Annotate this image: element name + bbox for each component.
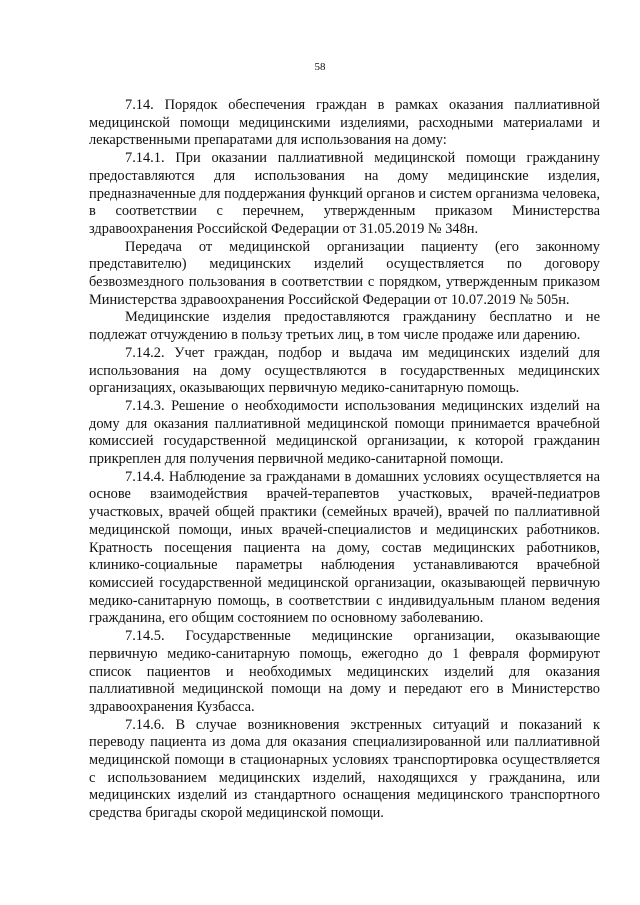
paragraph-7-14-1: 7.14.1. При оказании паллиативной медицинской помощи гражданину предоставляются для использования на дому медицинские изделия, предназначенные для поддержания функций органов и систем организма человека, в соответствии с перечнем, утвержденным приказом Министерства здравоохранения Российской Федерации от 31.05.2019 № 348н.	[89, 150, 600, 237]
paragraph-7-14-4: 7.14.4. Наблюдение за гражданами в домашних условиях осуществляется на основе взаимодействия врачей-терапевтов участковых, врачей-педиатров участковых, врачей общей практики (семейных врачей), врачей по паллиативной медицинской помощи, иных врачей-специалистов и медицинских работников. Кратность посещения пациента на дому, состав медицинских работников, клинико-социальные параметры наблюдения устанавливаются врачебной комиссией государственной медицинской организации, оказывающей первичную медико-санитарную помощь, в соответствии с индивидуальным планом ведения гражданина, его общим состоянием по основному заболеванию.	[89, 468, 600, 627]
paragraph-transfer: Передача от медицинской организации пациенту (его законному представителю) медицинских изделий осуществляется по договору безвозмездного пользования в соответствии с порядком, утвержденным приказом Министерства здравоохранения Российской Федерации от 10.07.2019 № 505н.	[89, 238, 600, 308]
paragraph-7-14-3: 7.14.3. Решение о необходимости использования медицинских изделий на дому для оказания паллиативной медицинской помощи принимается врачебной комиссией государственной медицинской организации, к которой гражданин прикреплен для получения первичной медико-санитарной помощи.	[89, 397, 600, 468]
page-number: 58	[314, 61, 326, 73]
paragraph-7-14: 7.14. Порядок обеспечения граждан в рамках оказания паллиативной медицинской помощи медицинскими изделиями, расходными материалами и лекарственными препаратами для использования на дому:	[89, 97, 600, 149]
paragraph-free-of-charge: Медицинские изделия предоставляются гражданину бесплатно и не подлежат отчуждению в пользу третьих лиц, в том числе продаже или дарению.	[89, 309, 600, 344]
paragraph-7-14-2: 7.14.2. Учет граждан, подбор и выдача им медицинских изделий для использования на дому осуществляются в государственных медицинских организациях, оказывающих первичную медико-санитарную помощь.	[89, 344, 600, 397]
paragraph-7-14-5: 7.14.5. Государственные медицинские организации, оказывающие первичную медико-санитарную помощь, ежегодно до 1 февраля формируют список пациентов и необходимых медицинских изделий для оказания паллиативной медицинской помощи на дому и передают его в Министерство здравоохранения Кузбасса.	[89, 628, 600, 715]
paragraph-7-14-6: 7.14.6. В случае возникновения экстренных ситуаций и показаний к переводу пациента из дома для оказания специализированной или паллиативной медицинской помощи в стационарных условиях транспортировка осуществляется с использованием медицинских изделий, находящихся у гражданина, или медицинских изделий из стандартного оснащения медицинского транспортного средства бригады скорой медицинской помощи.	[89, 716, 600, 822]
document-body	[89, 97, 600, 823]
